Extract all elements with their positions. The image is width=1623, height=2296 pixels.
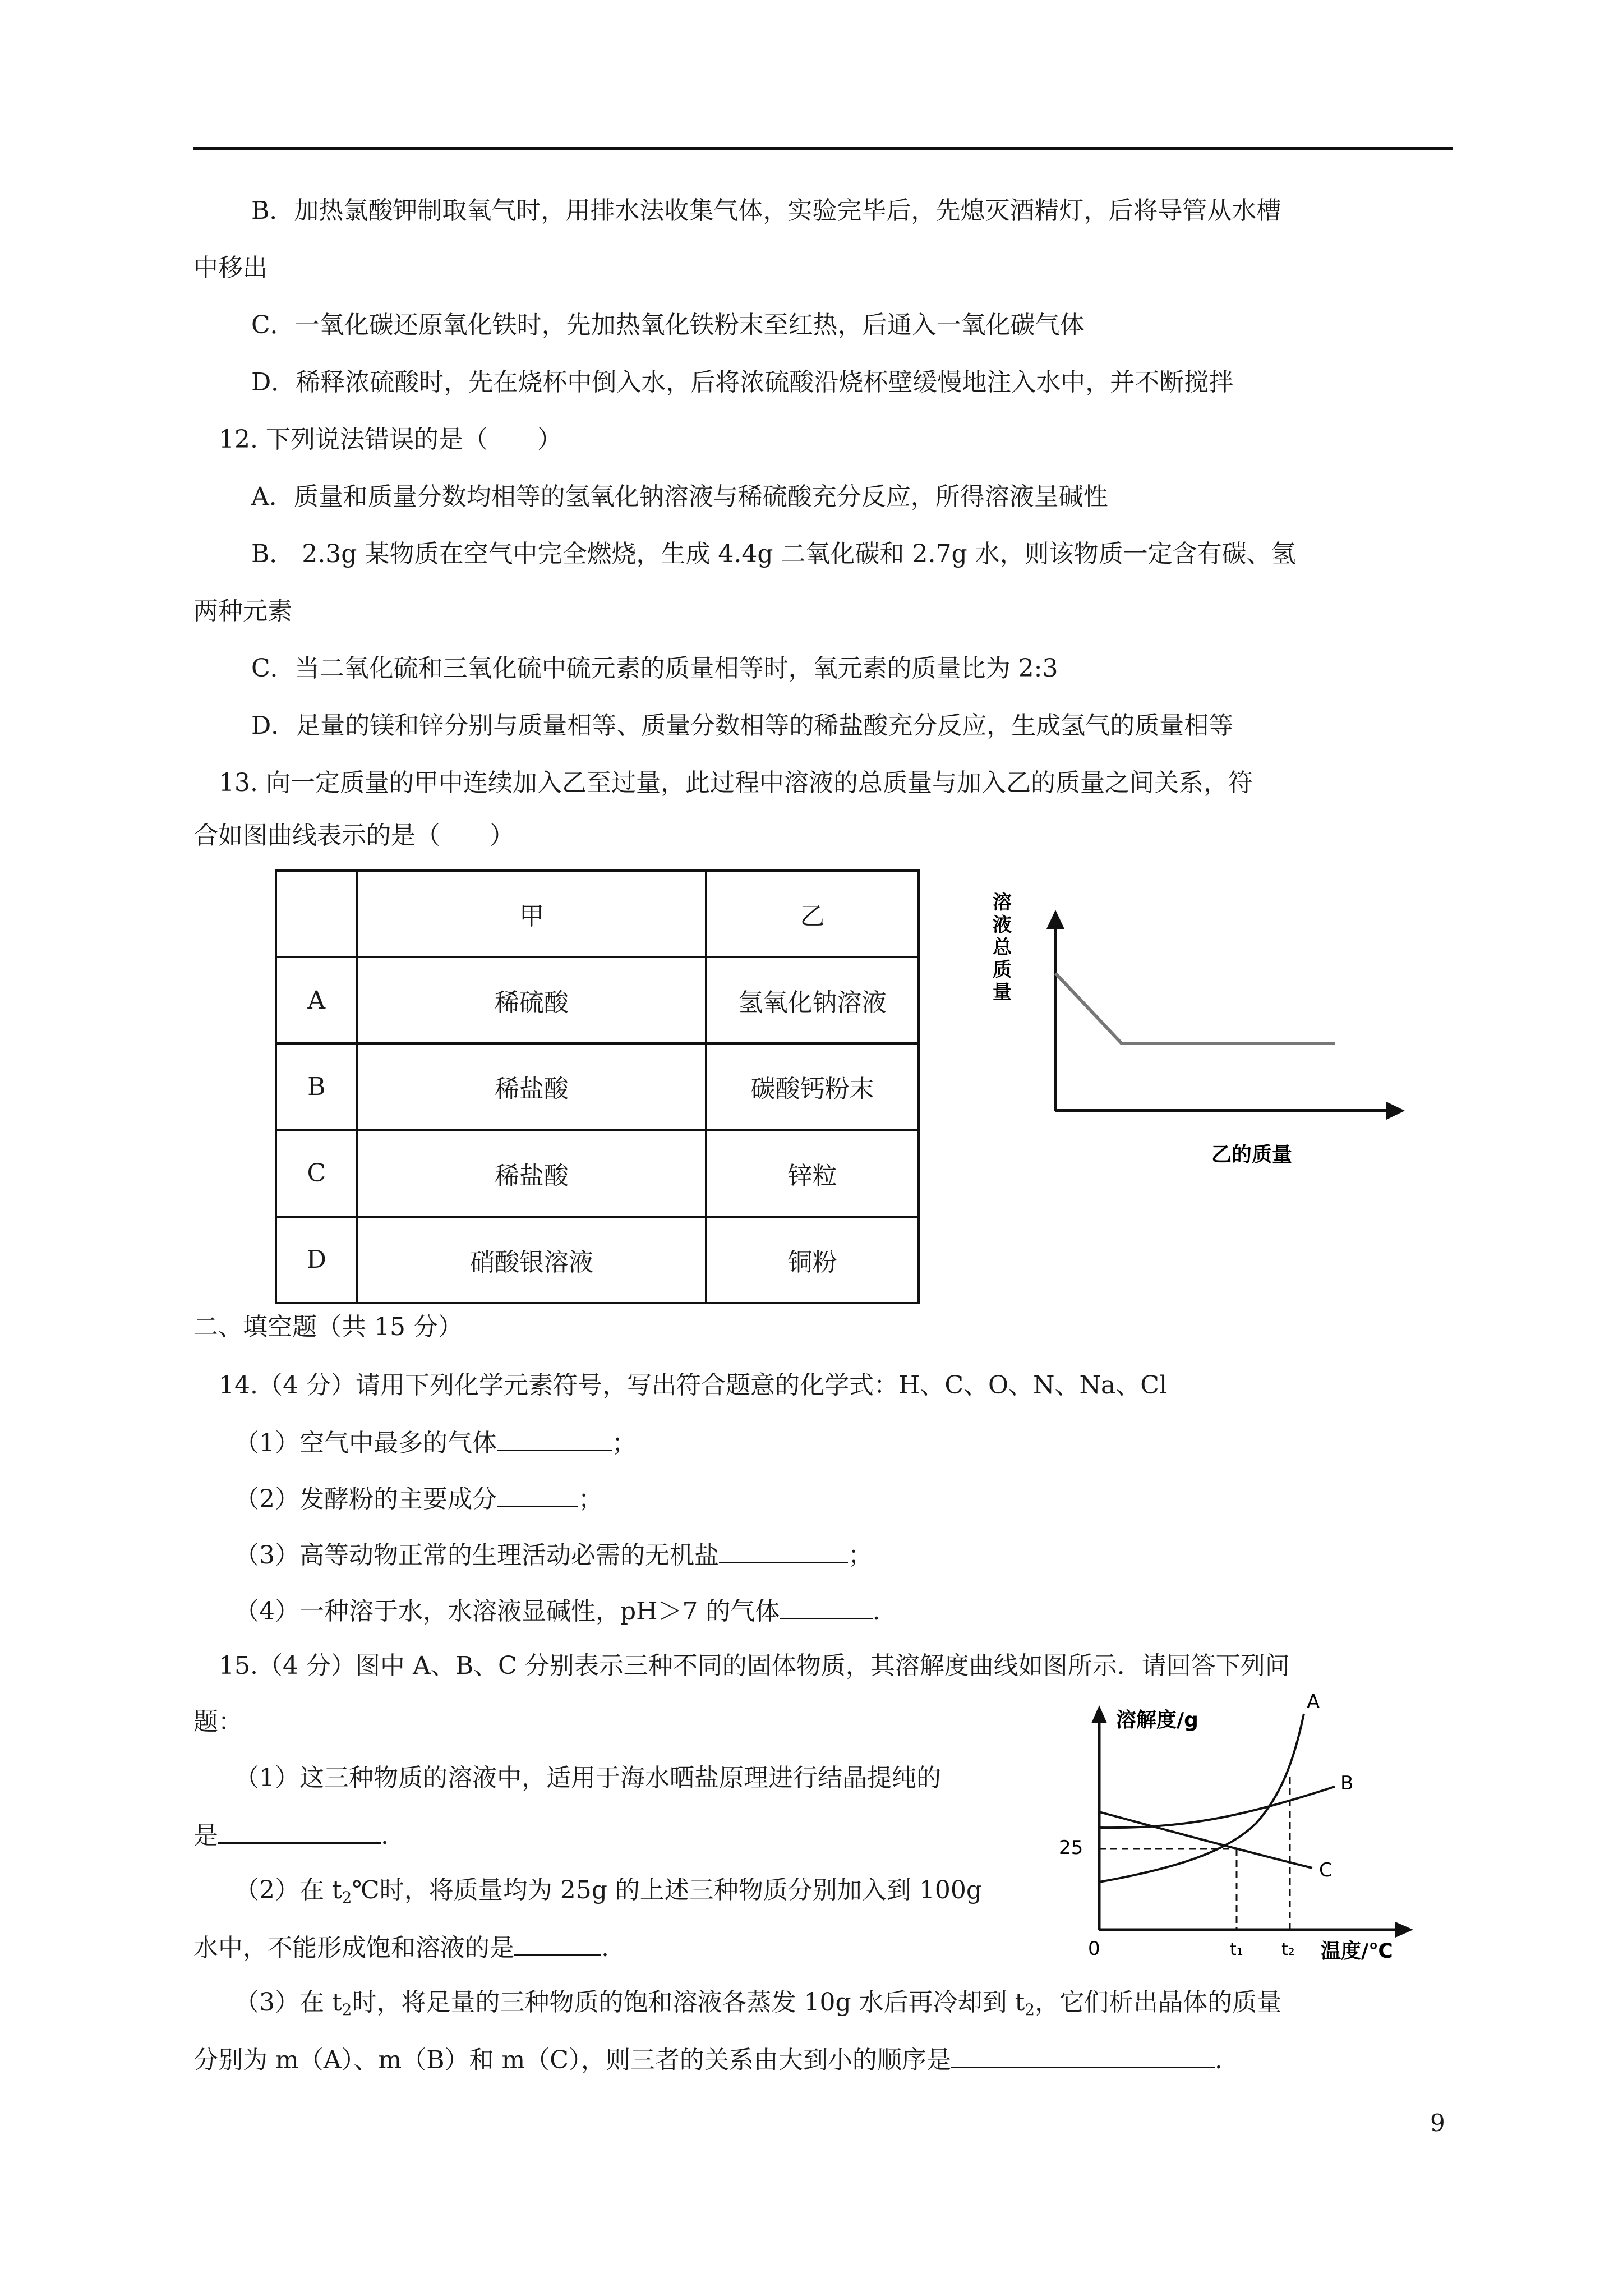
q15-label-c: C	[1319, 1859, 1332, 1881]
section-title: 二、填空题（共 15 分）	[193, 1313, 463, 1341]
q15-label-b: B	[1340, 1772, 1354, 1795]
table-row	[276, 1217, 919, 1303]
table-cell: 氢氧化钠溶液	[706, 957, 919, 1043]
q13-stem-line1: 13. 向一定质量的甲中连续加入乙至过量，此过程中溶液的总质量与加入乙的质量之间关系，符	[219, 769, 1253, 797]
q13-graph-ylabel-4: 质	[993, 959, 1012, 981]
q13-graph-xlabel: 乙的质量	[1211, 1143, 1293, 1166]
q11-option-b-line2: 中移出	[193, 254, 268, 282]
q15-y-arrow	[1091, 1705, 1107, 1723]
table-header-cell: 甲	[357, 871, 707, 957]
q15-label-t1: t₁	[1230, 1940, 1243, 1959]
q13-graph	[987, 875, 1413, 1189]
q13-stem-line2: 合如图曲线表示的是（ ）	[193, 821, 514, 850]
q14-item2: （2）发酵粉的主要成分 ；	[234, 1481, 603, 1516]
q15-x-arrow	[1395, 1922, 1413, 1938]
q11-option-b-line1: B．加热氯酸钾制取氧气时，用排水法收集气体，实验完毕后，先熄灭酒精灯，后将导管从水槽	[251, 196, 1281, 225]
q15-item1-line1: （1）这三种物质的溶液中，适用于海水晒盐原理进行结晶提纯的	[234, 1764, 941, 1792]
q13-graph-ylabel-3: 总	[993, 936, 1012, 959]
q15-item3-line1: （3）在 $t_2$时，将足量的三种物质的饱和溶液各蒸发 10g 水后再冷却到 $t_2$，它们析出晶体的质量	[234, 1988, 1282, 2019]
q13-graph-ylabel-2: 液	[993, 914, 1012, 936]
q12-option-b-line1: B． 2.3g 某物质在空气中完全燃烧，生成 4.4g 二氧化碳和 2.7g 水，则该物质一定含有碳、氢	[251, 540, 1296, 568]
q15-ytick-25: 25	[1059, 1837, 1083, 1859]
page-number: 9	[1430, 2109, 1445, 2137]
q15-item2-line2: 水中，不能形成饱和溶液的是 .	[193, 1930, 609, 1965]
table-header-cell: 乙	[706, 871, 919, 957]
q11-option-d: D．稀释浓硫酸时，先在烧杯中倒入水，后将浓硫酸沿烧杯壁缓慢地注入水中，并不断搅拌	[251, 368, 1234, 397]
table-row	[276, 1130, 919, 1217]
table-cell: 稀盐酸	[357, 1043, 707, 1130]
q12-stem: 12. 下列说法错误的是（ ）	[219, 425, 562, 454]
q15-label-t2: t₂	[1281, 1940, 1295, 1959]
q12-option-d: D．足量的镁和锌分别与质量相等、质量分数相等的稀盐酸充分反应，生成氢气的质量相等	[251, 711, 1234, 740]
q15-graph-xlabel: 温度/℃	[1321, 1940, 1393, 1963]
answer-blank[interactable]	[497, 1481, 578, 1507]
q13-x-arrow	[1386, 1102, 1405, 1120]
q15-curve-a	[1099, 1714, 1304, 1882]
q14-item3: （3）高等动物正常的生理活动必需的无机盐 ；	[234, 1537, 873, 1572]
table-row	[276, 1043, 919, 1130]
answer-blank[interactable]	[719, 1537, 848, 1563]
table-cell: C	[276, 1130, 357, 1217]
table-cell: A	[276, 957, 357, 1043]
table-cell: 铜粉	[706, 1217, 919, 1303]
answer-blank[interactable]	[497, 1425, 612, 1451]
q15-item2-line1: （2）在 $t_2℃$时，将质量均为 25g 的上述三种物质分别加入到 100g	[234, 1876, 982, 1907]
answer-blank[interactable]	[780, 1593, 873, 1619]
q12-option-b-line2: 两种元素	[193, 597, 292, 625]
q14-item4: （4）一种溶于水，水溶液显碱性，pH＞7 的气体 .	[234, 1593, 880, 1628]
table-header-row	[276, 871, 919, 957]
q12-option-c: C．当二氧化硫和三氧化硫中硫元素的质量相等时，氧元素的质量比为 2:3	[251, 654, 1058, 683]
table-header-cell	[276, 871, 357, 957]
q11-option-c: C．一氧化碳还原氧化铁时，先加热氧化铁粉末至红热，后通入一氧化碳气体	[251, 311, 1085, 339]
q13-y-arrow	[1046, 910, 1064, 929]
q13-graph-ylabel-5: 量	[993, 981, 1012, 1004]
table-row	[276, 957, 919, 1043]
q15-stem-line2: 题：	[193, 1708, 243, 1736]
answer-blank[interactable]	[951, 2042, 1215, 2068]
table-cell: 稀盐酸	[357, 1130, 707, 1217]
table-cell: 硝酸银溶液	[357, 1217, 707, 1303]
q14-stem: 14.（4 分）请用下列化学元素符号，写出符合题意的化学式：H、C、O、N、Na、Cl	[219, 1371, 1168, 1400]
table-cell: B	[276, 1043, 357, 1130]
table-cell: 稀硫酸	[357, 957, 707, 1043]
table-cell: D	[276, 1217, 357, 1303]
q12-option-a: A．质量和质量分数均相等的氢氧化钠溶液与稀硫酸充分反应，所得溶液呈碱性	[251, 482, 1108, 511]
answer-blank[interactable]	[218, 1818, 381, 1844]
q15-item1-line2: 是 .	[193, 1818, 389, 1853]
q15-origin-label: 0	[1088, 1938, 1100, 1960]
q15-stem-line1: 15.（4 分）图中 A、B、C 分别表示三种不同的固体物质，其溶解度曲线如图所示．请回答下列问	[219, 1651, 1290, 1680]
q15-solubility-graph	[1043, 1683, 1447, 1963]
table-cell: 碳酸钙粉末	[706, 1043, 919, 1130]
q15-label-a: A	[1307, 1691, 1320, 1713]
q13-curve	[1055, 973, 1335, 1043]
header-rule	[193, 147, 1453, 150]
table-cell: 锌粒	[706, 1130, 919, 1217]
q13-options-table	[275, 869, 920, 1304]
q14-item1: （1）空气中最多的气体 ；	[234, 1425, 637, 1460]
q15-graph-ylabel: 溶解度/g	[1116, 1709, 1198, 1732]
q15-item3-line2: 分别为 m（A）、m（B）和 m（C），则三者的关系由大到小的顺序是 .	[193, 2042, 1223, 2077]
q13-graph-ylabel-1: 溶	[993, 891, 1012, 914]
answer-blank[interactable]	[514, 1930, 601, 1956]
